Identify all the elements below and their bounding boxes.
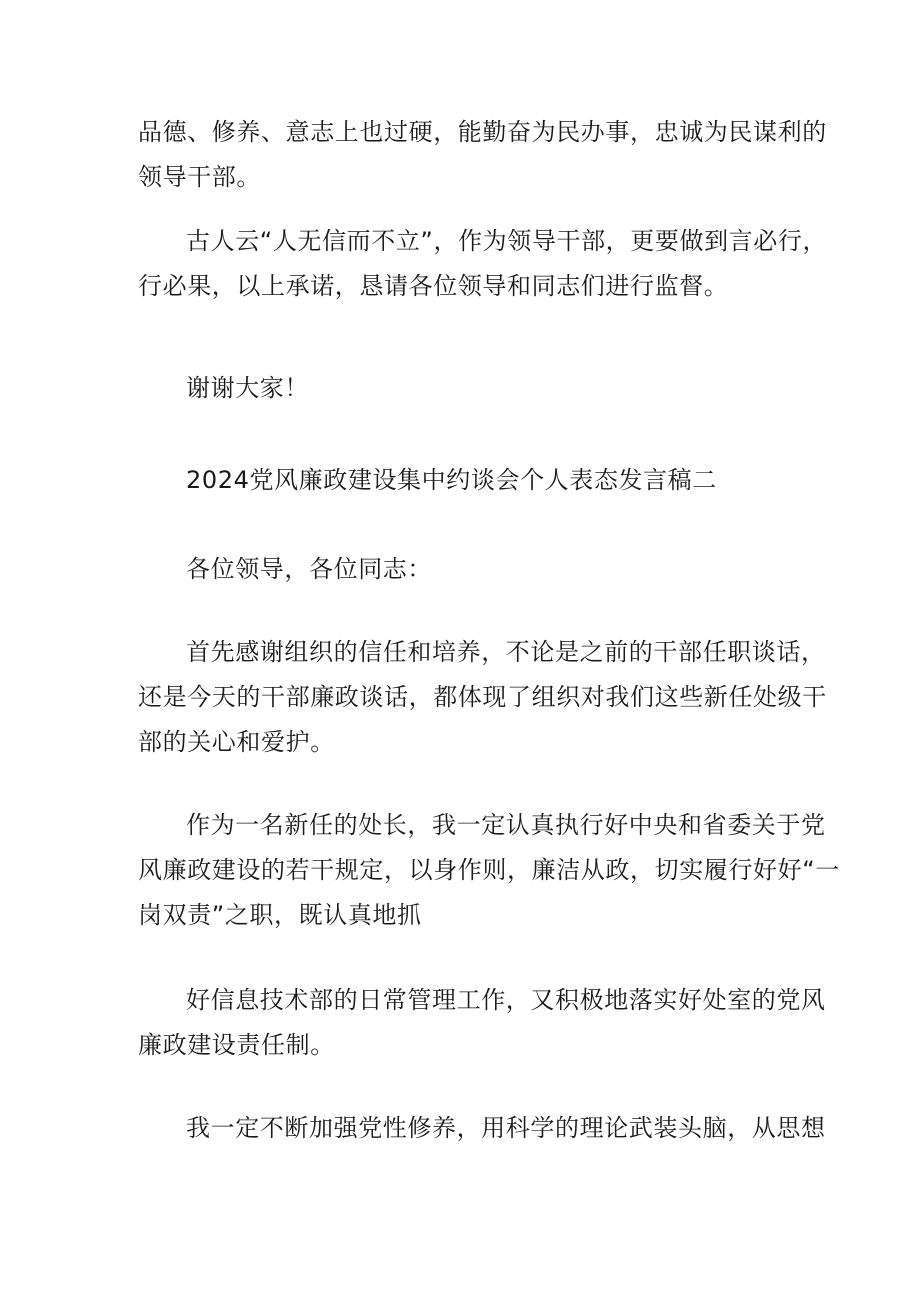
text-line: 岗双责”之职，既认真地抓 bbox=[138, 901, 422, 929]
paragraph-8 bbox=[138, 978, 826, 1068]
text-line: 作为一名新任的处长，我一定认真执行好中央和省委关于党 bbox=[186, 811, 826, 839]
heading-line: 2024党风廉政建设集中约谈会个人表态发言稿二 bbox=[186, 466, 717, 494]
text-line: 首先感谢组织的信任和培养，不论是之前的干部任职谈话， bbox=[186, 638, 826, 666]
paragraph-6 bbox=[138, 630, 827, 765]
text-line: 古人云“人无信而不立”，作为领导干部，更要做到言必行， bbox=[186, 227, 828, 255]
paragraph-9 bbox=[138, 1106, 826, 1151]
text-line: 好信息技术部的日常管理工作，又积极地落实好处室的党风 bbox=[186, 986, 826, 1014]
text-line: 领导干部。 bbox=[138, 163, 261, 191]
text-line: 部的关心和爱护。 bbox=[138, 728, 335, 756]
paragraph-2 bbox=[138, 219, 828, 309]
paragraph-5 bbox=[138, 547, 788, 592]
paragraph-1 bbox=[138, 110, 827, 200]
paragraph-3 bbox=[138, 366, 788, 411]
text-line: 谢谢大家！ bbox=[186, 374, 309, 402]
text-line: 品德、修养、意志上也过硬，能勤奋为民办事，忠诚为民谋利的 bbox=[138, 118, 827, 146]
text-line: 还是今天的干部廉政谈话，都体现了组织对我们这些新任处级干 bbox=[138, 683, 827, 711]
text-line: 我一定不断加强党性修养，用科学的理论武装头脑，从思想 bbox=[186, 1114, 826, 1142]
section-heading bbox=[138, 458, 788, 503]
text-line: 廉政建设责任制。 bbox=[138, 1031, 335, 1059]
paragraph-7 bbox=[138, 803, 840, 938]
text-line: 风廉政建设的若干规定，以身作则，廉洁从政，切实履行好好“一 bbox=[138, 856, 840, 884]
text-line: 各位领导，各位同志： bbox=[186, 555, 432, 583]
text-line: 行必果，以上承诺，恳请各位领导和同志们进行监督。 bbox=[138, 272, 729, 300]
